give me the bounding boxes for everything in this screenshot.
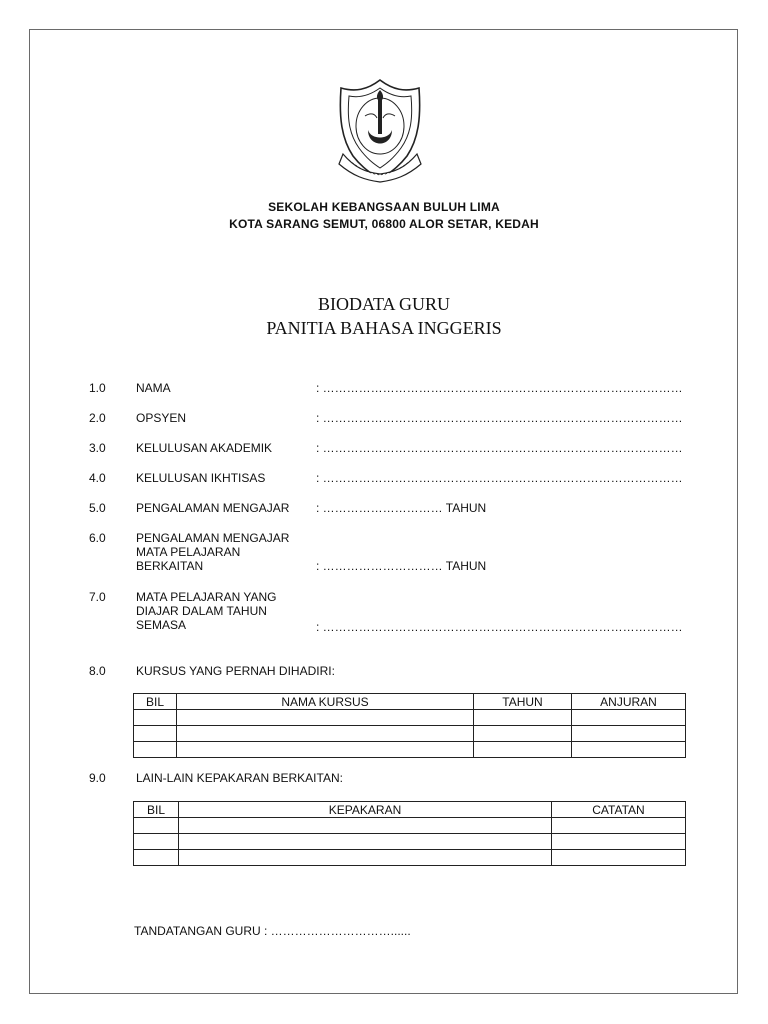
table-cell[interactable] [177, 742, 474, 758]
field-row-pengalaman-berkaitan [0, 531, 768, 575]
table-header-row [134, 802, 686, 818]
table-header-row [134, 694, 686, 710]
table-cell[interactable] [177, 710, 474, 726]
pengalaman-mengajar-input-line[interactable]: : ………………………… TAHUN [316, 501, 487, 515]
table-cell[interactable] [134, 742, 177, 758]
field-label: KELULUSAN IKHTISAS [136, 471, 266, 485]
nama-input-line[interactable]: : ……………………………………………………………………………… [316, 381, 683, 395]
table-cell[interactable] [572, 710, 686, 726]
table-cell[interactable] [134, 850, 179, 866]
form-title: BIODATA GURU [317, 294, 451, 314]
table-cell[interactable] [474, 742, 572, 758]
table-cell[interactable] [134, 818, 179, 834]
mata-pelajaran-input-line[interactable]: : ……………………………………………………………………………… [316, 620, 683, 634]
school-name: SEKOLAH KEBANGSAAN BULUH LIMA [268, 200, 500, 214]
section-number: 8.0 [89, 664, 106, 678]
column-header: KEPAKARAN [179, 802, 552, 818]
kelulusan-akademik-input-line[interactable]: : ……………………………………………………………………………… [316, 441, 683, 455]
pengalaman-berkaitan-input-line[interactable]: : ………………………… TAHUN [316, 559, 487, 573]
table-cell[interactable] [474, 710, 572, 726]
column-header: ANJURAN [572, 694, 686, 710]
column-header: TAHUN [474, 694, 572, 710]
table-cell[interactable] [552, 834, 686, 850]
field-number: 1.0 [89, 381, 106, 395]
school-address: KOTA SARANG SEMUT, 06800 ALOR SETAR, KEDAH [229, 217, 539, 231]
table-row [134, 834, 686, 850]
table-cell[interactable] [572, 742, 686, 758]
column-header: CATATAN [552, 802, 686, 818]
table-cell[interactable] [179, 834, 552, 850]
table-cell[interactable] [134, 834, 179, 850]
column-header: BIL [134, 694, 177, 710]
section-number: 9.0 [89, 771, 106, 785]
table-cell[interactable] [134, 726, 177, 742]
field-label: MATA PELAJARAN YANG DIAJAR DALAM TAHUN SEMASA [136, 590, 277, 632]
column-header: BIL [134, 802, 179, 818]
table-row [134, 742, 686, 758]
table-cell[interactable] [572, 726, 686, 742]
field-number: 5.0 [89, 501, 106, 515]
table-row [134, 818, 686, 834]
opsyen-input-line[interactable]: : ……………………………………………………………………………… [316, 411, 683, 425]
form-subtitle: PANITIA BAHASA INGGERIS [266, 318, 502, 338]
table-row [134, 710, 686, 726]
field-label: OPSYEN [136, 411, 187, 425]
school-crest-icon [335, 76, 425, 184]
section-heading: LAIN-LAIN KEPAKARAN BERKAITAN: [136, 771, 343, 785]
table-cell[interactable] [134, 710, 177, 726]
field-label: PENGALAMAN MENGAJAR MATA PELAJARAN BERKAITAN [136, 531, 290, 573]
field-number: 2.0 [89, 411, 106, 425]
table-cell[interactable] [177, 726, 474, 742]
table-cell[interactable] [552, 818, 686, 834]
expertise-table [133, 801, 686, 866]
courses-table [133, 693, 686, 758]
table-cell[interactable] [552, 850, 686, 866]
field-number: 7.0 [89, 590, 106, 604]
table-cell[interactable] [474, 726, 572, 742]
section-heading: KURSUS YANG PERNAH DIHADIRI: [136, 664, 335, 678]
field-number: 3.0 [89, 441, 106, 455]
field-number: 6.0 [89, 531, 106, 545]
field-number: 4.0 [89, 471, 106, 485]
field-label: PENGALAMAN MENGAJAR [136, 501, 290, 515]
kelulusan-ikhtisas-input-line[interactable]: : ……………………………………………………………………………… [316, 471, 683, 485]
table-cell[interactable] [179, 818, 552, 834]
field-label: NAMA [136, 381, 171, 395]
table-cell[interactable] [179, 850, 552, 866]
field-row-mata-pelajaran [0, 590, 768, 634]
column-header: NAMA KURSUS [177, 694, 474, 710]
table-row [134, 726, 686, 742]
signature-line[interactable]: TANDATANGAN GURU : …………………………...... [134, 924, 411, 938]
table-row [134, 850, 686, 866]
field-label: KELULUSAN AKADEMIK [136, 441, 273, 455]
